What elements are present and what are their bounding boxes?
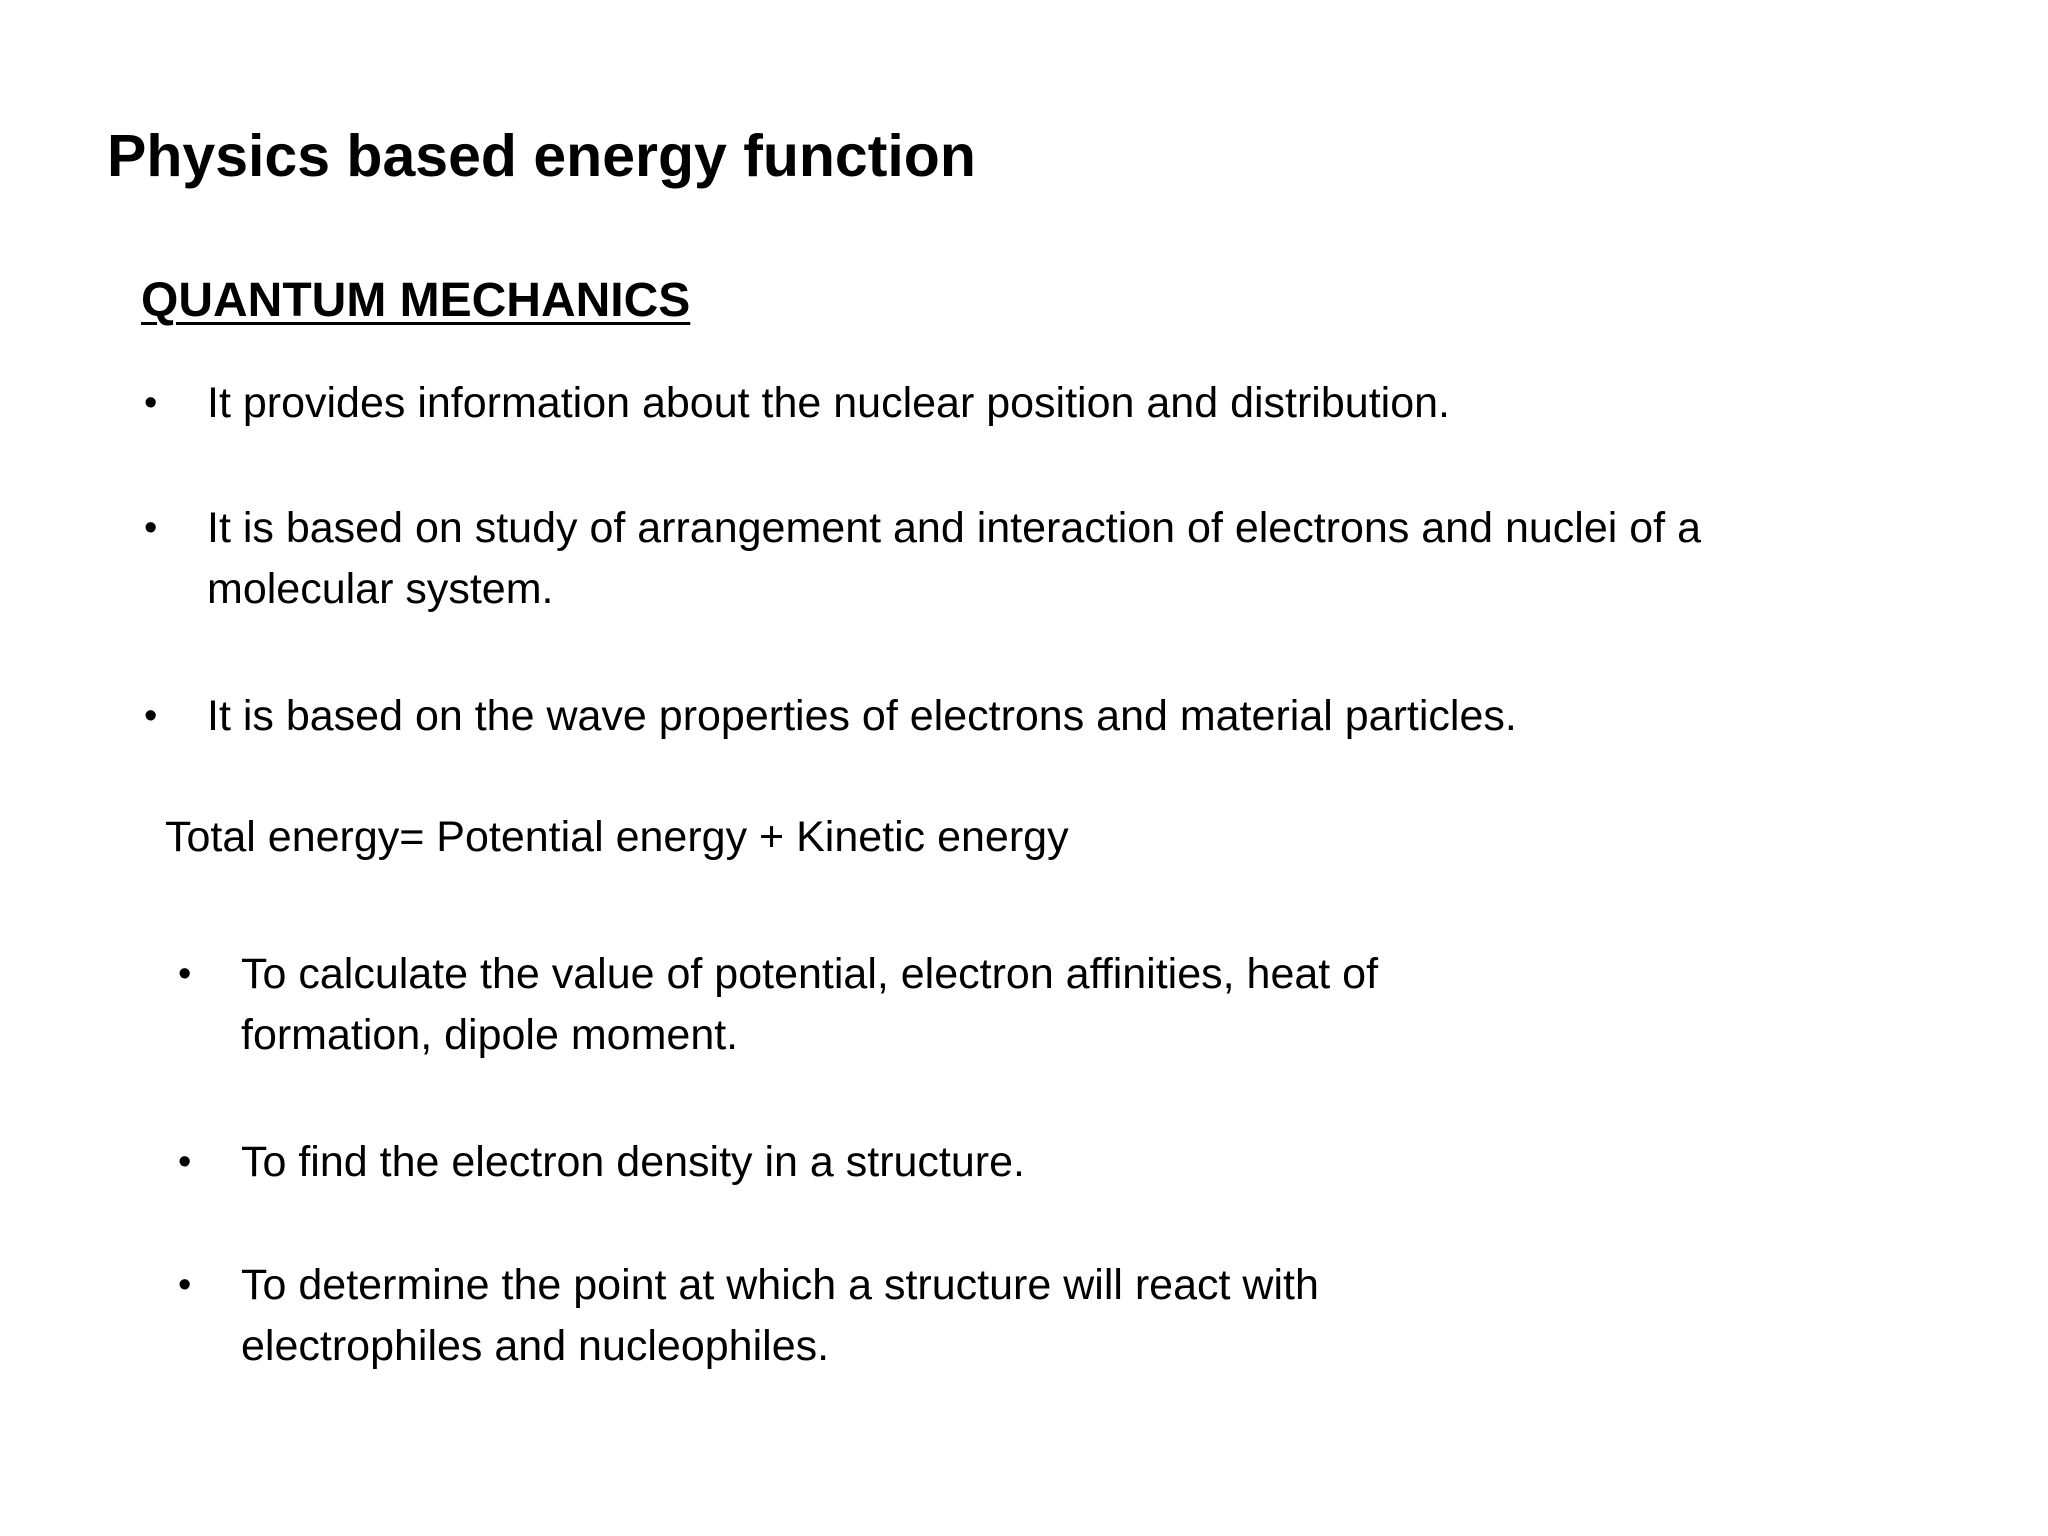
bullet-icon: •: [178, 1141, 192, 1183]
list-item-line: formation, dipole moment.: [241, 1011, 739, 1059]
list-item-line: electrophiles and nucleophiles.: [241, 1322, 830, 1370]
energy-equation: Total energy= Potential energy + Kinetic energy: [165, 813, 1069, 861]
bullet-icon: •: [144, 695, 158, 737]
list-item-line: To calculate the value of potential, electron affinities, heat of: [241, 950, 1379, 998]
section-heading: QUANTUM MECHANICS: [141, 274, 691, 327]
list-item-line: molecular system.: [207, 565, 554, 613]
list-item-line: To determine the point at which a structure will react with: [241, 1261, 1319, 1309]
bullet-icon: •: [144, 382, 158, 424]
bullet-icon: •: [144, 507, 158, 549]
list-item-text: [241, 1255, 1319, 1377]
list-item-text: [241, 1132, 1025, 1193]
list-item-line: It provides information about the nuclear position and distribution.: [207, 379, 1450, 427]
list-item-text: [241, 944, 1378, 1066]
bullet-icon: •: [178, 953, 192, 995]
slide-title: Physics based energy function: [107, 123, 976, 189]
list-item-line: It is based on study of arrangement and interaction of electrons and nuclei of a: [207, 504, 1701, 552]
list-item-line: It is based on the wave properties of electrons and material particles.: [207, 692, 1517, 740]
list-item-text: [207, 373, 1450, 434]
list-item-line: To find the electron density in a structure.: [241, 1138, 1025, 1186]
list-item-text: [207, 686, 1517, 747]
bullet-icon: •: [178, 1264, 192, 1306]
list-item-text: [207, 498, 1701, 620]
